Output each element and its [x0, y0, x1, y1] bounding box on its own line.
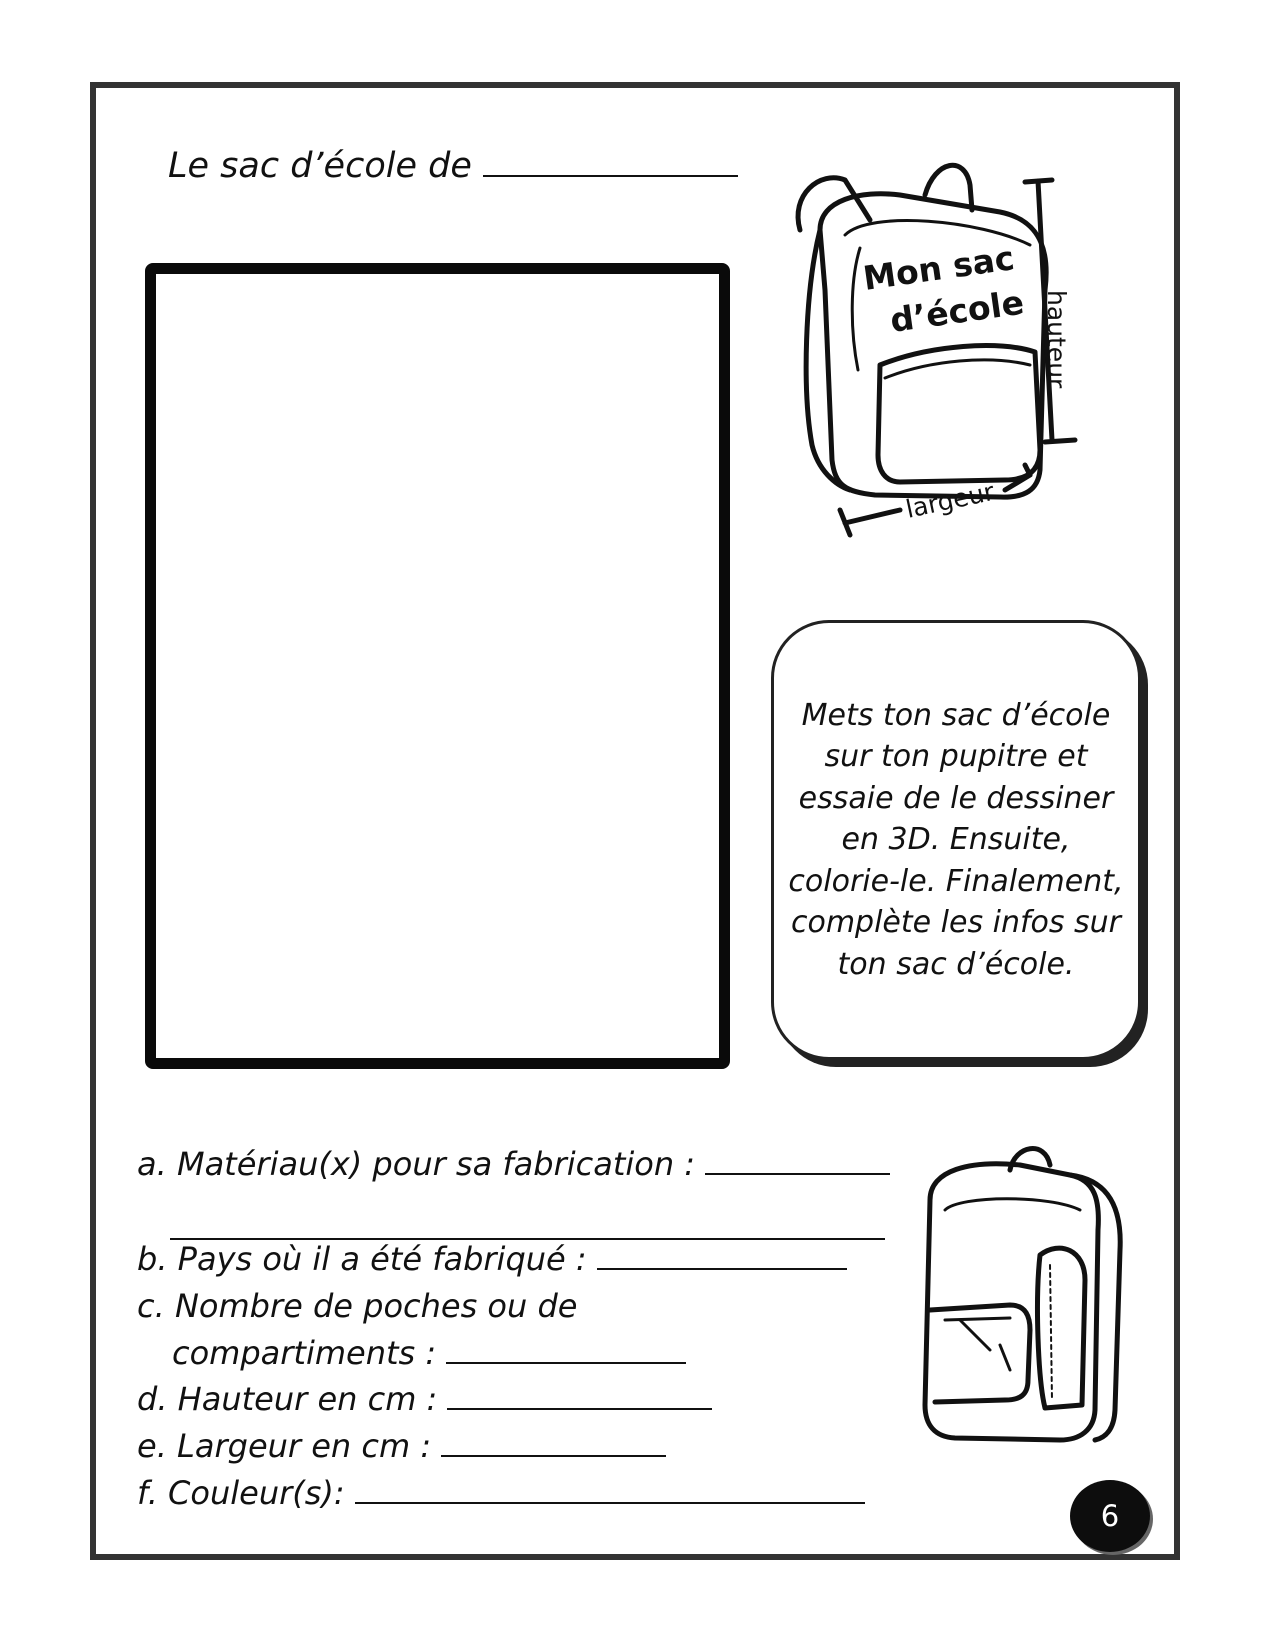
question-e: [137, 1427, 666, 1465]
question-c-continuation: [172, 1334, 686, 1372]
question-b-label: b. Pays où il a été fabriqué :: [137, 1240, 587, 1278]
backpack-label-line2: d’école: [887, 282, 1027, 340]
question-c-label-line1: c. Nombre de poches ou de: [137, 1287, 578, 1325]
page-title: [168, 146, 738, 186]
instructions-text: Mets ton sac d’école sur ton pupitre et essaie de le dessiner en 3D. Ensuite, colorie-le. Finalement, complète les infos sur ton sac d’école.: [788, 697, 1124, 982]
question-d-answer-line[interactable]: [447, 1408, 712, 1410]
question-d: [137, 1380, 712, 1418]
page-number-badge: [1070, 1480, 1150, 1552]
name-answer-line[interactable]: [483, 175, 738, 177]
height-label: hauteur: [1042, 290, 1071, 389]
question-a-label: a. Matériau(x) pour sa fabrication :: [137, 1145, 696, 1183]
question-f: [137, 1474, 865, 1512]
drawing-area[interactable]: [145, 263, 730, 1069]
instructions-bubble: [771, 620, 1141, 1060]
question-c-answer-line[interactable]: [446, 1362, 686, 1364]
title-text: Le sac d’école de: [168, 146, 472, 186]
question-a: [137, 1145, 890, 1183]
front-pocket-icon: [878, 346, 1040, 482]
question-c: [137, 1287, 577, 1325]
page-number: 6: [1100, 1499, 1120, 1533]
question-e-label: e. Largeur en cm :: [137, 1427, 432, 1465]
question-f-label: f. Couleur(s):: [137, 1474, 345, 1512]
question-a-answer-line[interactable]: [705, 1173, 890, 1175]
question-b: [137, 1240, 847, 1278]
question-f-answer-line[interactable]: [355, 1502, 865, 1504]
question-e-answer-line[interactable]: [441, 1455, 666, 1457]
question-b-answer-line[interactable]: [597, 1268, 847, 1270]
question-d-label: d. Hauteur en cm :: [137, 1380, 438, 1418]
question-c-label-line2: compartiments :: [172, 1334, 437, 1372]
width-label: largeur: [903, 476, 997, 524]
backpack-illustration-icon: [900, 1140, 1150, 1460]
backpack-diagram: [790, 140, 1120, 570]
backpack-label-line1: Mon sac: [860, 238, 1017, 298]
